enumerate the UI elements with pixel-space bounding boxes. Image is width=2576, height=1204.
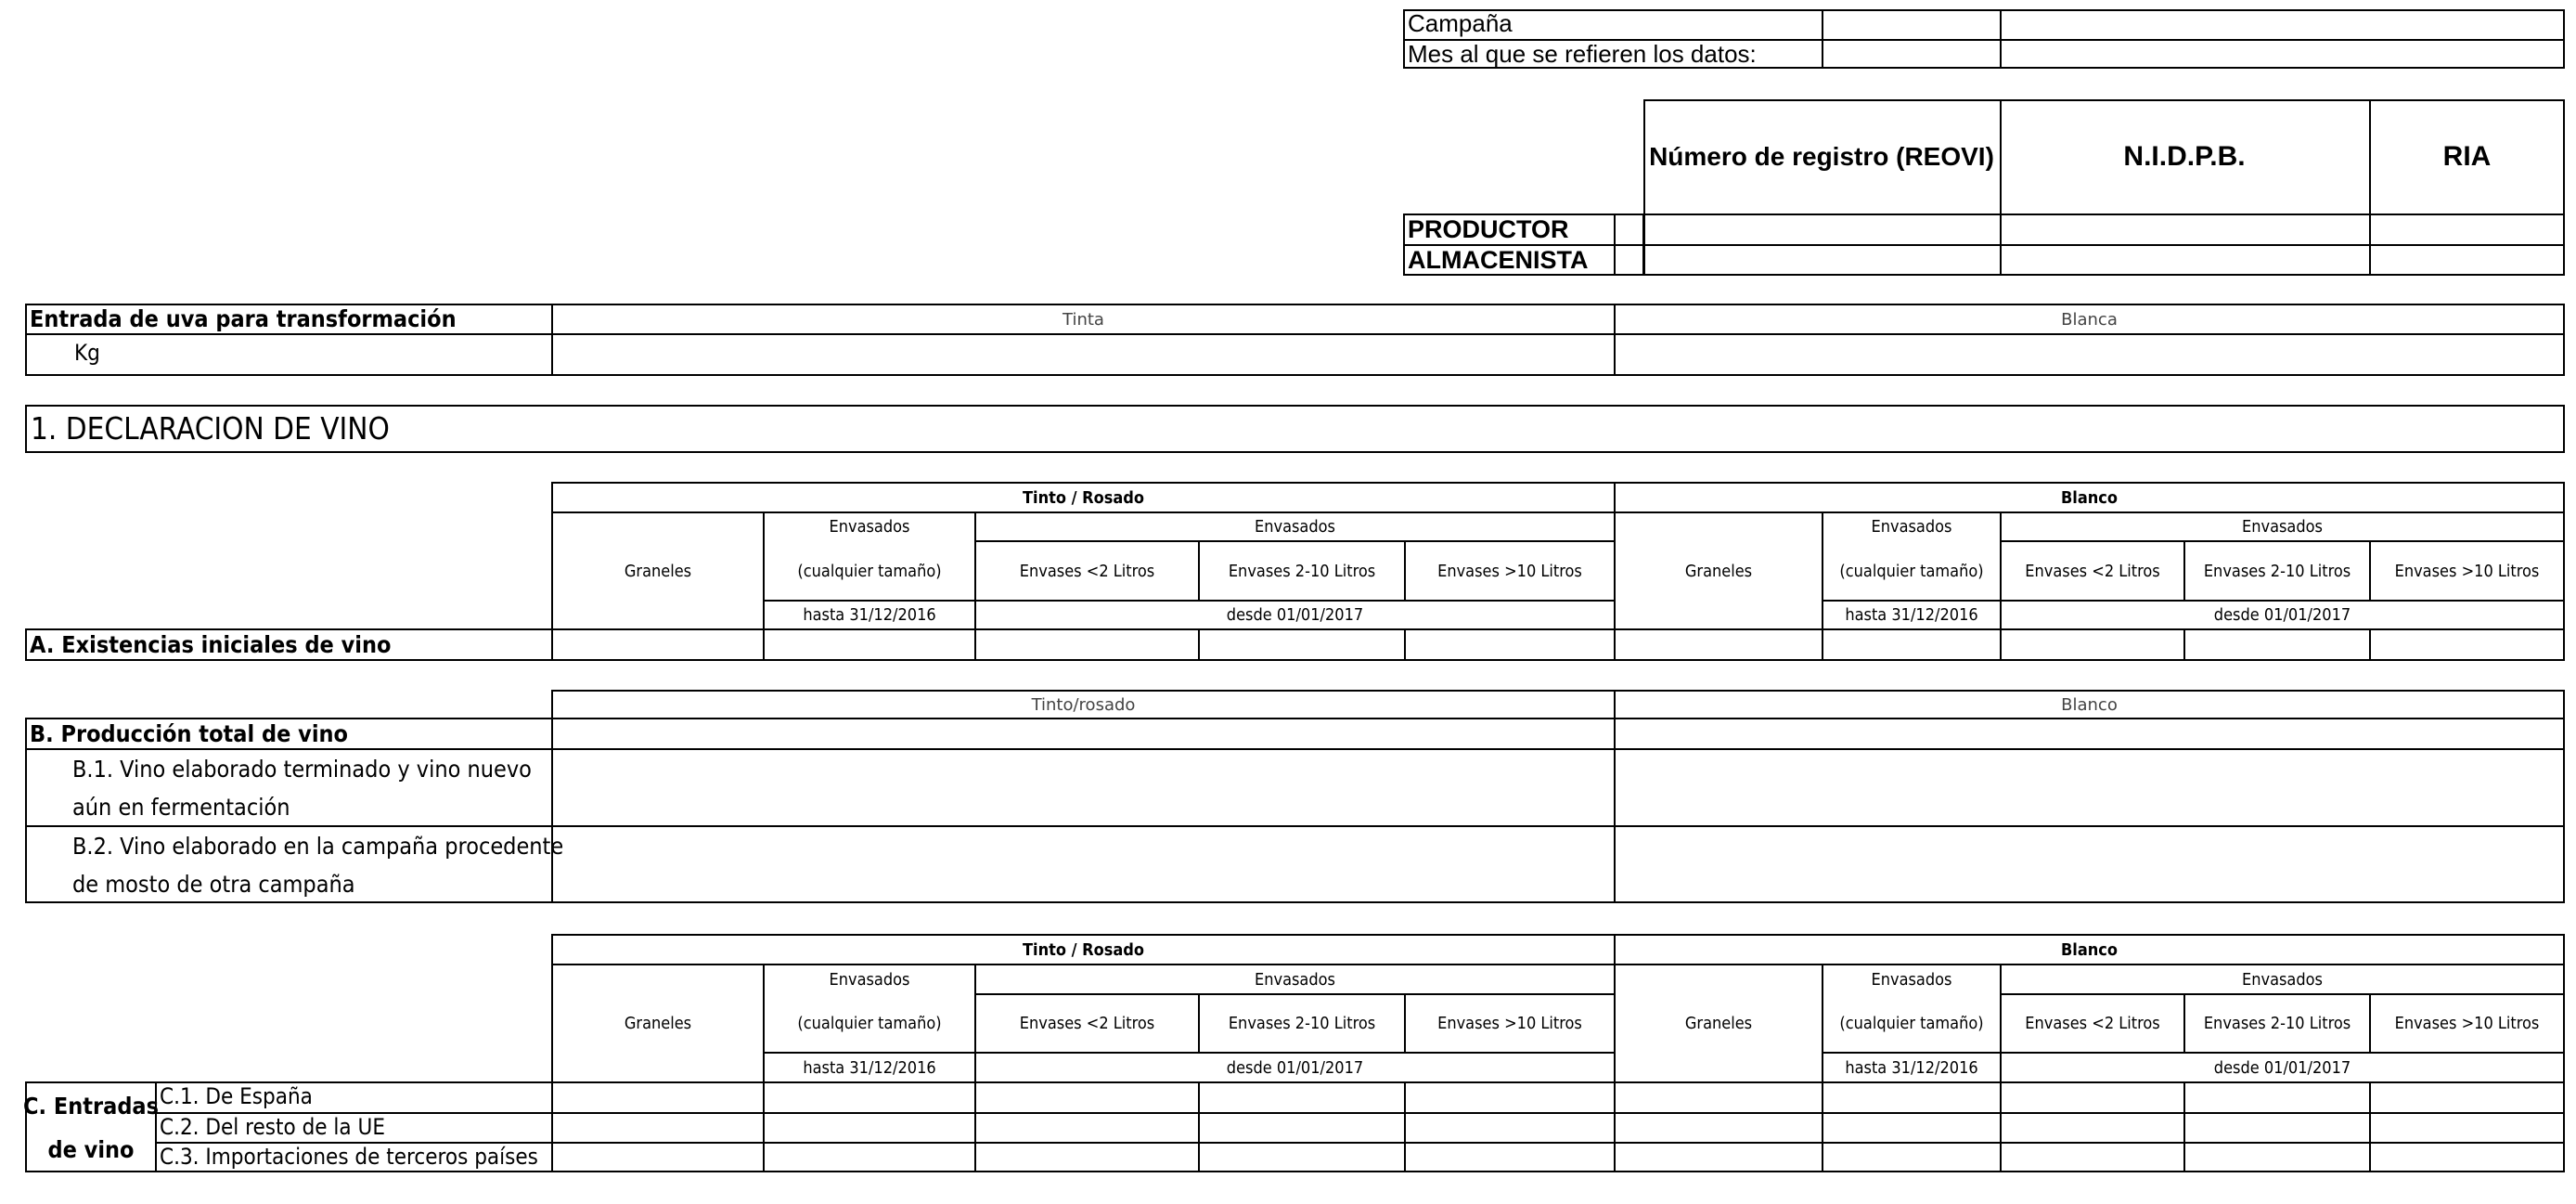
a-tr-env-2-10: Envases 2-10 Litros [1228, 561, 1376, 581]
c-bl-envasados-2: Envasados [2242, 969, 2323, 990]
a-bl-env-lt2: Envases <2 Litros [2025, 561, 2160, 581]
section-b-label: B. Producción total de vino [30, 720, 348, 747]
uva-unit-kg: Kg [74, 340, 100, 366]
a-blanco-header: Blanco [2060, 487, 2119, 508]
c-tr-env-2-10: Envases 2-10 Litros [1228, 1014, 1376, 1033]
c2-label: C.2. Del resto de la UE [160, 1114, 385, 1140]
uva-tinta-header: Tinta [1063, 309, 1104, 330]
c-tr-cualquier: (cualquier tamaño) [797, 1014, 942, 1033]
reg-col-nidpb: N.I.D.P.B. [2123, 141, 2246, 172]
mes-value-2[interactable] [2002, 41, 2563, 67]
a-bl-cualquier: (cualquier tamaño) [1839, 561, 1984, 581]
c-bl-env-2-10: Envases 2-10 Litros [2203, 1014, 2351, 1033]
section-a-label: A. Existencias iniciales de vino [30, 631, 392, 658]
a-bl-hasta: hasta 31/12/2016 [1845, 605, 1978, 625]
campana-label: Campaña [1408, 9, 1513, 37]
c-bl-desde: desde 01/01/2017 [2213, 1057, 2351, 1078]
entrada-uva-title: Entrada de uva para transformación [30, 305, 457, 332]
c1-label: C.1. De España [160, 1083, 313, 1109]
c-bl-cualquier: (cualquier tamaño) [1839, 1014, 1984, 1033]
campana-value-2[interactable] [2002, 11, 2563, 38]
row-almacenista: ALMACENISTA [1408, 246, 1589, 274]
c-bl-graneles: Graneles [1684, 1014, 1753, 1033]
b1-line1: B.1. Vino elaborado terminado y vino nuevo [72, 756, 532, 783]
a-tr-env-gt10: Envases >10 Litros [1437, 561, 1582, 581]
b2-line2: de mosto de otra campaña [72, 871, 355, 898]
a-tr-envasados-2: Envasados [1255, 517, 1335, 537]
b-blanco-header: Blanco [2061, 694, 2118, 715]
c-tr-desde: desde 01/01/2017 [1226, 1057, 1364, 1078]
a-tr-env-lt2: Envases <2 Litros [1019, 561, 1155, 581]
reg-col-ria: RIA [2442, 141, 2492, 172]
a-tr-cualquier: (cualquier tamaño) [797, 561, 942, 581]
mes-label: Mes al que se refieren los datos: [1408, 40, 1757, 68]
c-bl-envasados-1: Envasados [1871, 969, 1952, 990]
reg-col-reovi: Número de registro (REOVI) [1649, 142, 1994, 171]
c-tr-envasados-2: Envasados [1255, 969, 1335, 990]
a-tinto-rosado-header: Tinto / Rosado [1022, 487, 1145, 508]
c3-input-row[interactable] [553, 1144, 2563, 1171]
c-tr-graneles: Graneles [624, 1014, 692, 1033]
section-a-input-row[interactable] [553, 630, 2563, 659]
b1-line2: aún en fermentación [72, 794, 290, 821]
c-tinto-rosado-header: Tinto / Rosado [1022, 939, 1145, 960]
b1-tinto-cell[interactable] [553, 750, 1614, 825]
c-bl-env-gt10: Envases >10 Litros [2394, 1014, 2540, 1033]
b-total-blanco-cell[interactable] [1616, 719, 2563, 748]
a-bl-envasados-2: Envasados [2242, 517, 2323, 537]
c-tr-hasta: hasta 31/12/2016 [803, 1057, 936, 1078]
c-blanco-header: Blanco [2060, 939, 2119, 960]
c-bl-env-lt2: Envases <2 Litros [2025, 1014, 2160, 1033]
b-total-tinto-cell[interactable] [553, 719, 1614, 748]
uva-blanca-kg-cell[interactable] [1616, 335, 2563, 374]
a-bl-desde: desde 01/01/2017 [2213, 605, 2351, 625]
row-productor: PRODUCTOR [1408, 215, 1569, 243]
a-tr-graneles: Graneles [624, 561, 692, 581]
c-bl-hasta: hasta 31/12/2016 [1845, 1057, 1978, 1078]
uva-tinta-kg-cell[interactable] [553, 335, 1614, 374]
b-tinto-rosado-header: Tinto/rosado [1031, 694, 1136, 715]
a-tr-desde: desde 01/01/2017 [1226, 605, 1364, 625]
a-tr-envasados-1: Envasados [829, 517, 910, 537]
campana-value-1[interactable] [1823, 11, 1998, 38]
c-tr-envasados-1: Envasados [829, 969, 910, 990]
section1-title: 1. DECLARACION DE VINO [31, 410, 390, 447]
c3-label: C.3. Importaciones de terceros países [160, 1144, 538, 1170]
a-bl-envasados-1: Envasados [1871, 517, 1952, 537]
a-tr-hasta: hasta 31/12/2016 [803, 605, 936, 625]
a-bl-env-2-10: Envases 2-10 Litros [2203, 561, 2351, 581]
section-c-label-2: de vino [47, 1135, 135, 1163]
c-tr-env-lt2: Envases <2 Litros [1019, 1014, 1155, 1033]
c-tr-env-gt10: Envases >10 Litros [1437, 1014, 1582, 1033]
b2-blanco-cell[interactable] [1616, 827, 2563, 901]
b2-line1: B.2. Vino elaborado en la campaña procedente [72, 833, 564, 860]
b2-tinto-cell[interactable] [553, 827, 1614, 901]
mes-value-1[interactable] [1823, 41, 1998, 67]
b1-blanco-cell[interactable] [1616, 750, 2563, 825]
a-bl-graneles: Graneles [1684, 561, 1753, 581]
section-c-label-1: C. Entradas [23, 1092, 159, 1120]
c1-input-row[interactable] [553, 1083, 2563, 1112]
uva-blanca-header: Blanca [2061, 309, 2118, 330]
c2-input-row[interactable] [553, 1114, 2563, 1142]
a-bl-env-gt10: Envases >10 Litros [2394, 561, 2540, 581]
